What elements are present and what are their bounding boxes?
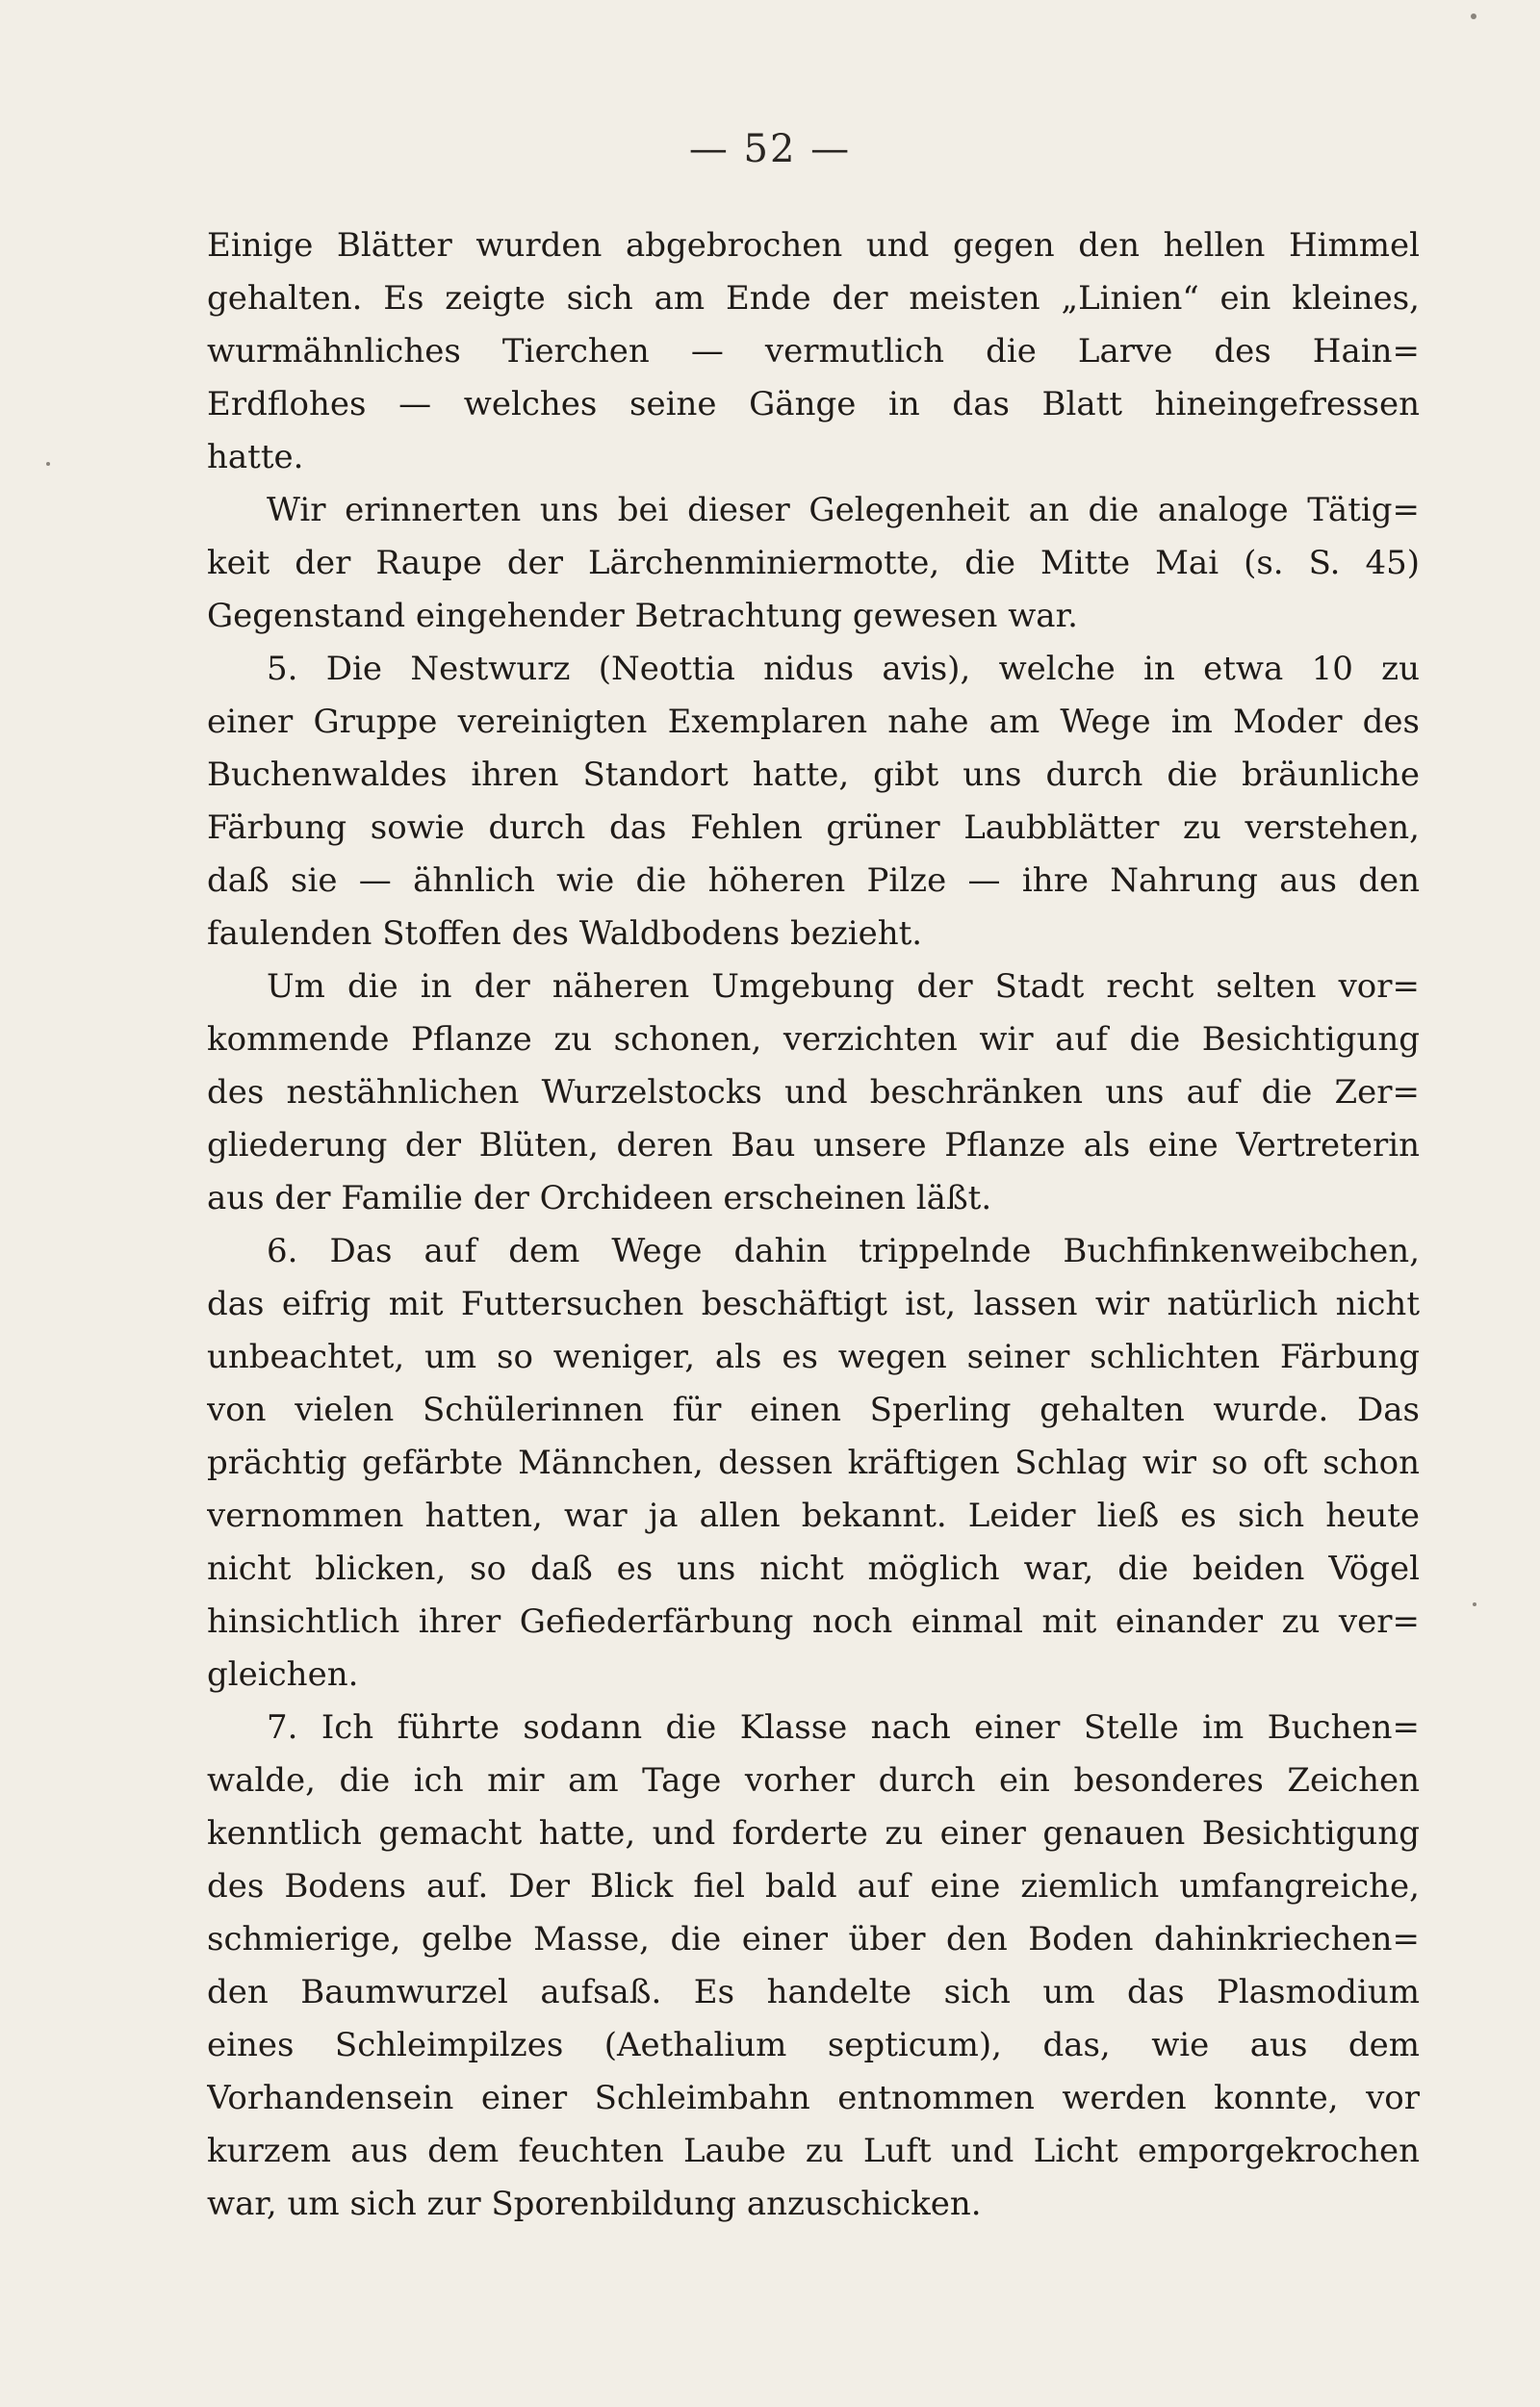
text-line: den Baumwurzel aufsaß. Es handelte sich um das Plasmodium (207, 1973, 1420, 2011)
paragraph-3 (207, 643, 1420, 960)
paragraph-5 (207, 1225, 1420, 1702)
text-line: Erdflohes — welches seine Gänge in das Blatt hineingefressen (207, 385, 1420, 423)
text-line: hinsichtlich ihrer Gefiederfärbung noch einmal mit einander zu ver= (207, 1602, 1420, 1641)
text-line: schmierige, gelbe Masse, die einer über den Boden dahinkriechen= (207, 1920, 1420, 1959)
text-line: das eifrig mit Futtersuchen beschäftigt ist, lassen wir natürlich nicht (207, 1285, 1420, 1323)
text-line: Einige Blätter wurden abgebrochen und gegen den hellen Himmel (207, 226, 1420, 265)
text-line: walde, die ich mir am Tage vorher durch ein besonderes Zeichen (207, 1761, 1420, 1800)
body-text (207, 219, 1420, 2231)
text-line: kenntlich gemacht hatte, und forderte zu einer genauen Besichtigung (207, 1814, 1420, 1853)
paragraph-1 (207, 219, 1420, 484)
text-line: kommende Pflanze zu schonen, verzichten wir auf die Besichtigung (207, 1020, 1420, 1059)
text-line: Gegenstand eingehender Betrachtung gewesen war. (207, 597, 1078, 635)
text-line: 6. Das auf dem Wege dahin trippelnde Buchfinkenweibchen, (267, 1232, 1420, 1270)
text-line: daß sie — ähnlich wie die höheren Pilze — ihre Nahrung aus den (207, 861, 1420, 900)
text-line: kurzem aus dem feuchten Laube zu Luft und Licht emporgekrochen (207, 2132, 1420, 2170)
text-line: faulenden Stoffen des Waldbodens bezieht. (207, 914, 923, 953)
text-line: gliederung der Blüten, deren Bau unsere Pflanze als eine Vertreterin (207, 1126, 1420, 1165)
paper-speck (46, 462, 50, 466)
text-line: des Bodens auf. Der Blick fiel bald auf eine ziemlich umfangreiche, (207, 1867, 1420, 1906)
text-line: Buchenwaldes ihren Standort hatte, gibt uns durch die bräunliche (207, 755, 1420, 794)
text-line: einer Gruppe vereinigten Exemplaren nahe am Wege im Moder des (207, 703, 1420, 741)
text-line: aus der Familie der Orchideen erscheinen läßt. (207, 1179, 992, 1217)
page-number: — 52 — (688, 127, 852, 171)
text-line: vernommen hatten, war ja allen bekannt. Leider ließ es sich heute (207, 1497, 1420, 1535)
paragraph-2 (207, 484, 1420, 643)
text-line: nicht blicken, so daß es uns nicht möglich war, die beiden Vögel (207, 1549, 1420, 1588)
text-line: war, um sich zur Sporenbildung anzuschicken. (207, 2185, 982, 2223)
text-line: des nestähnlichen Wurzelstocks und beschränken uns auf die Zer= (207, 1073, 1420, 1112)
text-line: prächtig gefärbte Männchen, dessen kräftigen Schlag wir so oft schon (207, 1444, 1420, 1482)
paragraph-6 (207, 1702, 1420, 2231)
text-line: hatte. (207, 438, 304, 476)
text-line: wurmähnliches Tierchen — vermutlich die Larve des Hain= (207, 332, 1420, 371)
paper-speck (1473, 1602, 1476, 1606)
text-line: Vorhandensein einer Schleimbahn entnommen werden konnte, vor (207, 2079, 1420, 2117)
text-line: Um die in der näheren Umgebung der Stadt recht selten vor= (267, 967, 1420, 1006)
text-line: unbeachtet, um so weniger, als es wegen seiner schlichten Färbung (207, 1338, 1420, 1376)
text-line: keit der Raupe der Lärchenminiermotte, die Mitte Mai (s. S. 45) (207, 544, 1420, 582)
text-line: 7. Ich führte sodann die Klasse nach einer Stelle im Buchen= (267, 1708, 1420, 1747)
text-line: von vielen Schülerinnen für einen Sperling gehalten wurde. Das (207, 1391, 1420, 1429)
paper-speck (1471, 13, 1476, 19)
text-line: gehalten. Es zeigte sich am Ende der meisten „Linien“ ein kleines, (207, 279, 1420, 318)
text-line: eines Schleimpilzes (Aethalium septicum), das, wie aus dem (207, 2026, 1420, 2064)
text-line: 5. Die Nestwurz (Neottia nidus avis), welche in etwa 10 zu (267, 650, 1420, 688)
paragraph-4 (207, 960, 1420, 1225)
text-line: Wir erinnerten uns bei dieser Gelegenheit an die analoge Tätig= (267, 491, 1420, 529)
text-line: Färbung sowie durch das Fehlen grüner Laubblätter zu verstehen, (207, 808, 1420, 847)
text-line: gleichen. (207, 1655, 359, 1694)
